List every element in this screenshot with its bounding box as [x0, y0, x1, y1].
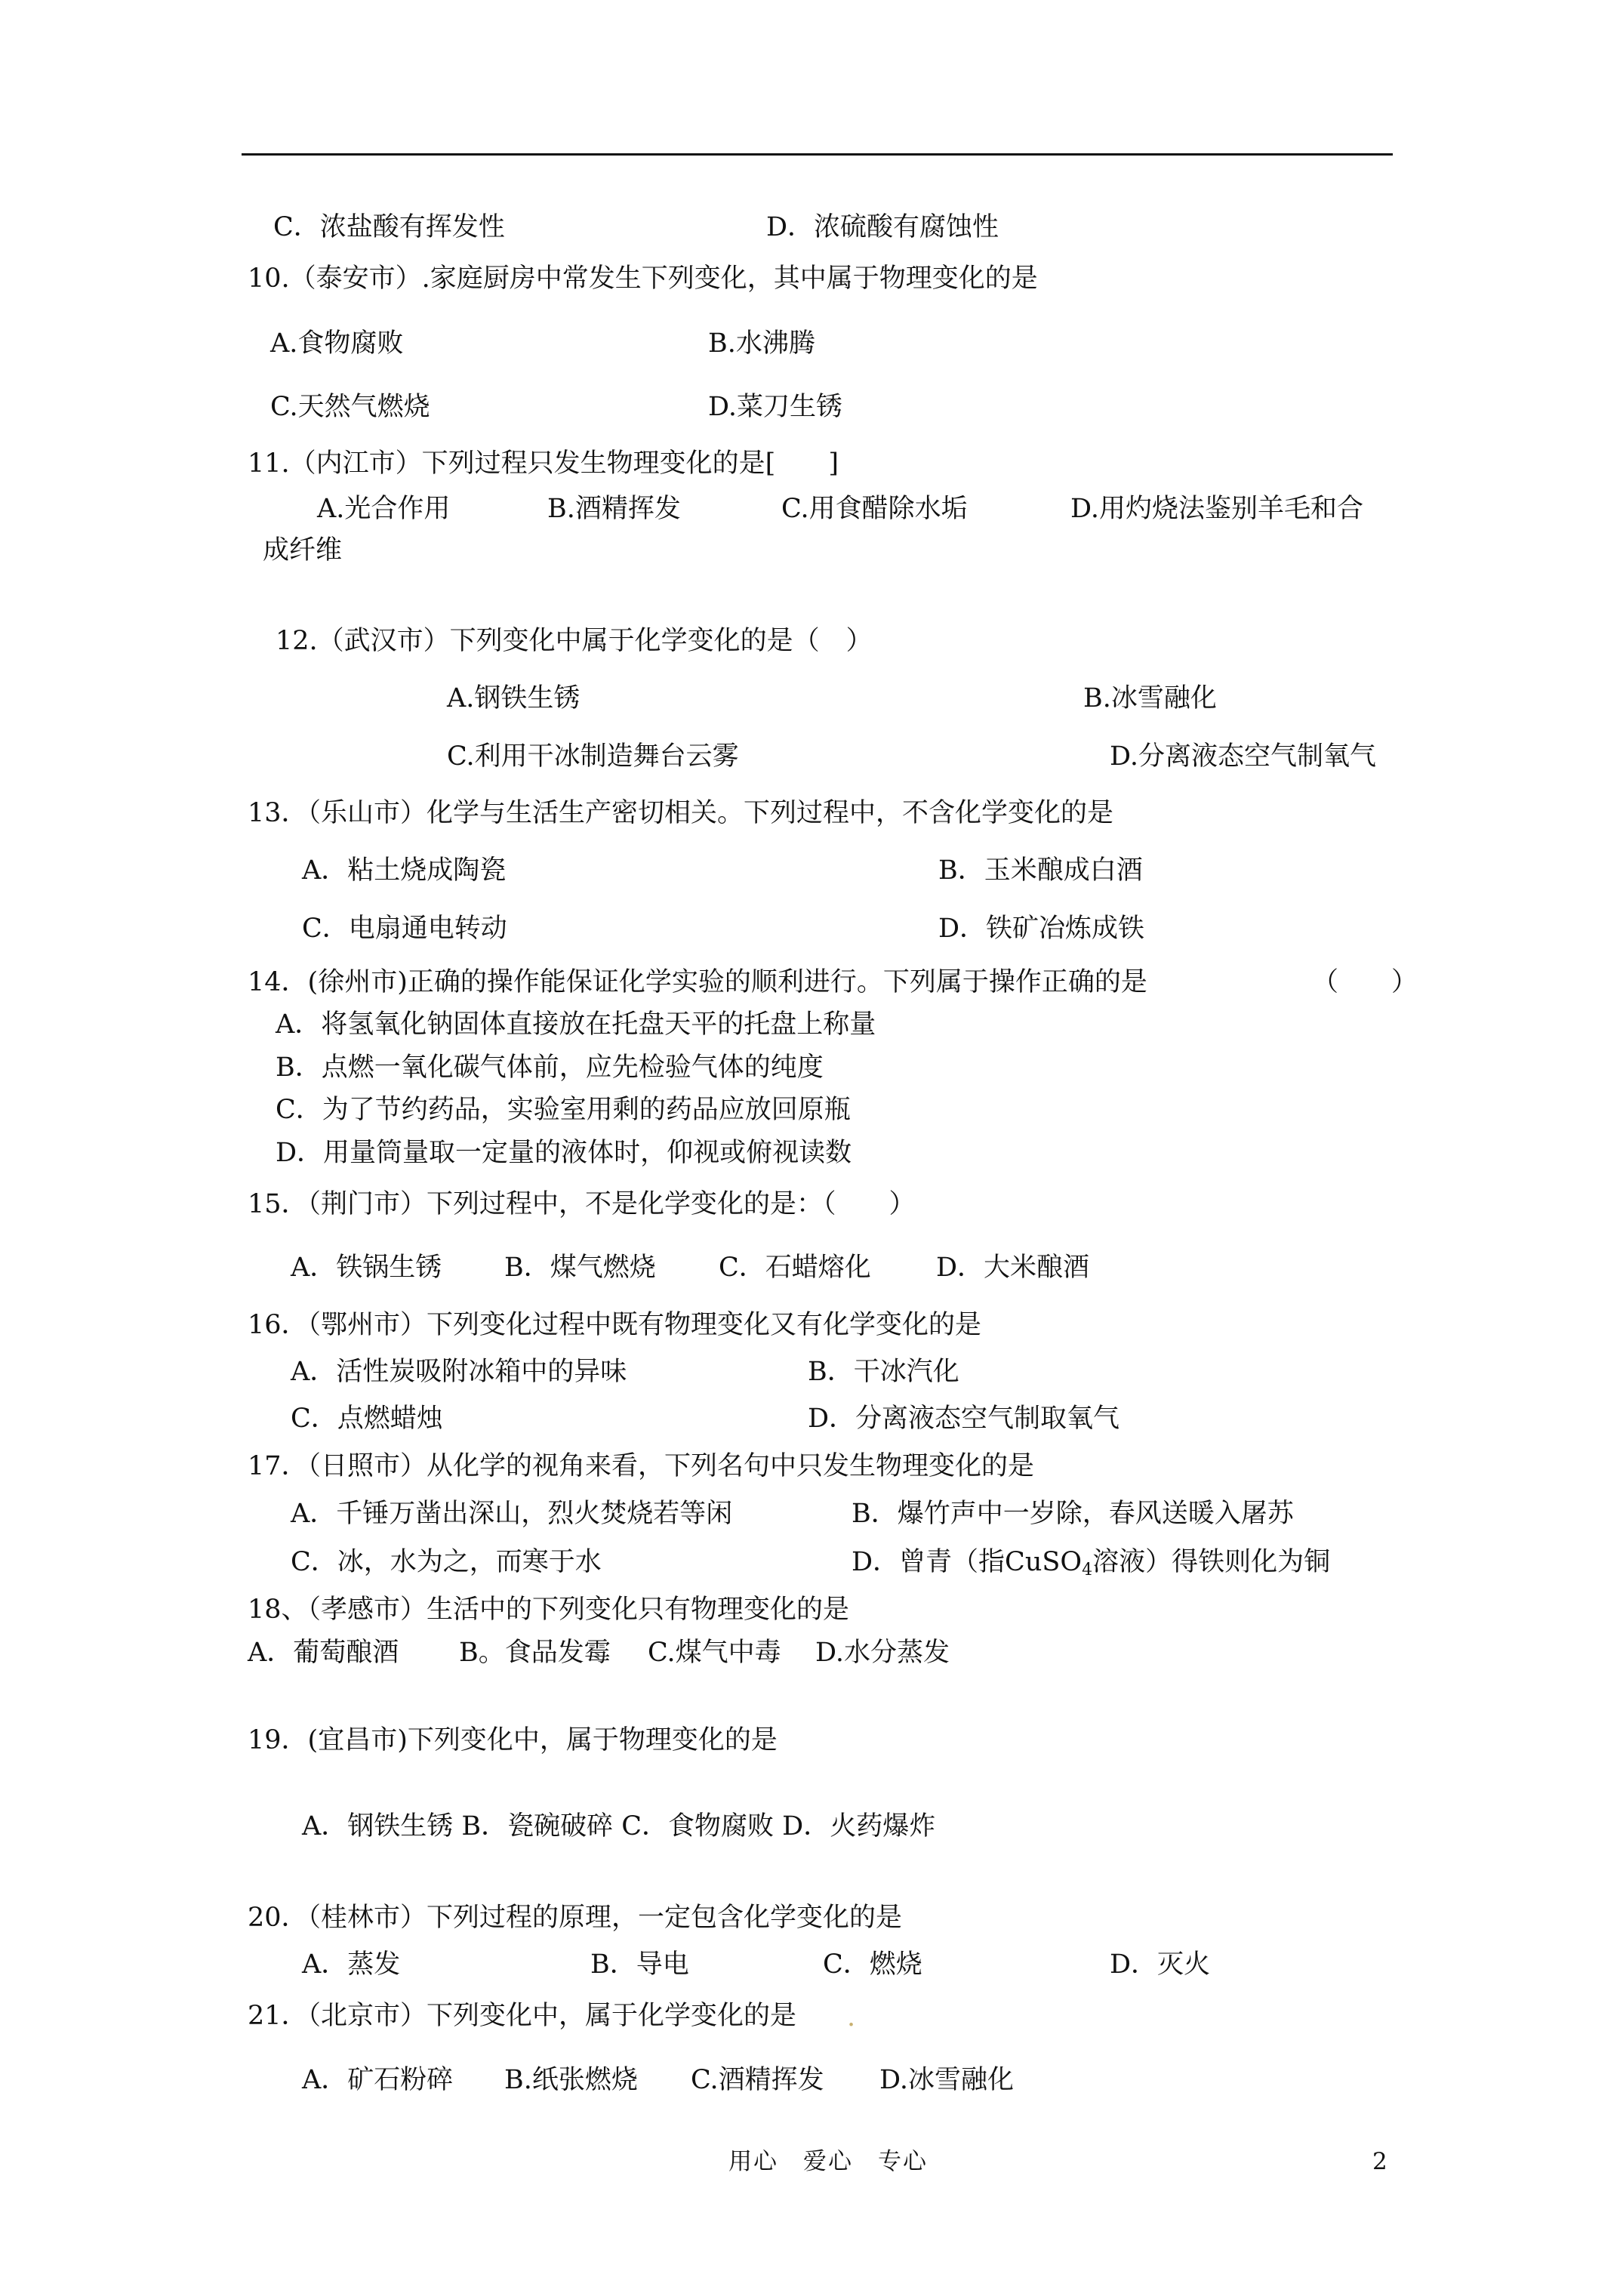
text-line: D.用灼烧法鉴别羊毛和合: [1070, 494, 1363, 524]
text-line: B.纸张燃烧: [504, 2065, 638, 2095]
q17-option-d-subscript: 4: [1082, 1561, 1093, 1579]
text-line: C.天然气燃烧: [270, 392, 430, 422]
text-line: A.光合作用: [317, 494, 451, 524]
text-line: C.煤气中毒: [648, 1638, 781, 1668]
text-line: C．为了节约药品，实验室用剩的药品应放回原瓶: [276, 1095, 851, 1125]
text-line: B．导电: [590, 1949, 689, 1980]
text-line: 16．（鄂州市）下列变化过程中既有物理变化又有化学变化的是: [248, 1310, 982, 1340]
text-line: 12.（武汉市）下列变化中属于化学变化的是（ ）: [276, 626, 873, 656]
q17-option-d-suffix: 溶液）得铁则化为铜: [1092, 1547, 1331, 1577]
text-line: （ ）: [1312, 967, 1418, 997]
text-line: C.利用干冰制造舞台云雾: [447, 741, 739, 772]
text-line: B。食品发霉: [459, 1638, 611, 1668]
text-line: D．铁矿冶炼成铁: [938, 914, 1145, 944]
text-line: D.冰雪融化: [879, 2065, 1014, 2095]
header-rule: [242, 153, 1393, 156]
text-line: D．用量筒量取一定量的液体时，仰视或俯视读数: [276, 1138, 852, 1168]
text-line: C．浓盐酸有挥发性: [273, 212, 505, 242]
text-line: A．粘土烧成陶瓷: [302, 855, 507, 886]
text-line: A．葡萄酿酒: [248, 1638, 399, 1668]
text-line: 11.（内江市）下列过程只发生物理变化的是[ ]: [248, 448, 839, 479]
text-line: 成纤维: [263, 535, 343, 566]
page-number: 2: [1372, 2148, 1389, 2175]
text-line: 19．(宜昌市)下列变化中，属于物理变化的是: [248, 1725, 778, 1755]
q17-option-d-prefix: D．曾青（指CuSO: [852, 1547, 1083, 1577]
text-line: B．煤气燃烧: [504, 1253, 656, 1283]
text-line: A．钢铁生锈 B．瓷碗破碎 C．食物腐败 D．火药爆炸: [302, 1811, 936, 1841]
text-line: A．将氢氧化钠固体直接放在托盘天平的托盘上称量: [276, 1009, 876, 1040]
footer-motto: 用心 爱心 专心: [728, 2148, 928, 2175]
text-line: B.冰雪融化: [1083, 683, 1217, 713]
q21-trailing-dot: .: [847, 2002, 856, 2032]
q17-option-d: [852, 1547, 1331, 1579]
text-line: C.酒精挥发: [691, 2065, 824, 2095]
text-line: 14．(徐州市)正确的操作能保证化学实验的顺利进行。下列属于操作正确的是: [248, 967, 1147, 997]
text-line: 15．（荆门市）下列过程中，不是化学变化的是：（ ）: [248, 1189, 916, 1219]
text-line: B．点燃一氧化碳气体前，应先检验气体的纯度: [276, 1052, 824, 1083]
text-line: B.水沸腾: [708, 328, 815, 359]
text-line: A．活性炭吸附冰箱中的异味: [291, 1357, 627, 1387]
text-line: D．灭火: [1110, 1949, 1211, 1980]
text-line: C．冰，水为之，而寒于水: [291, 1547, 602, 1577]
text-line: D．大米酿酒: [936, 1253, 1090, 1283]
text-line: 13．（乐山市）化学与生活生产密切相关。下列过程中，不含化学变化的是: [248, 798, 1114, 828]
text-line: C．电扇通电转动: [302, 914, 507, 944]
text-line: B.酒精挥发: [547, 494, 681, 524]
text-line: D．分离液态空气制取氧气: [808, 1404, 1120, 1434]
text-line: 18、（孝感市）生活中的下列变化只有物理变化的是: [248, 1595, 850, 1625]
text-line: C．燃烧: [823, 1949, 922, 1980]
text-line: C．石蜡熔化: [719, 1253, 871, 1283]
text-line: C．点燃蜡烛: [291, 1404, 443, 1434]
text-line: B．干冰汽化: [808, 1357, 959, 1387]
text-line: D.菜刀生锈: [708, 392, 842, 422]
text-line: A.钢铁生锈: [447, 683, 581, 713]
text-line: 17．（日照市）从化学的视角来看，下列名句中只发生物理变化的是: [248, 1451, 1035, 1481]
text-line: A．矿石粉碎: [302, 2065, 454, 2095]
text-line: D.水分蒸发: [815, 1638, 950, 1668]
text-line: A.食物腐败: [270, 328, 404, 359]
text-line: 20．（桂林市）下列过程的原理，一定包含化学变化的是: [248, 1903, 903, 1933]
text-line: B．爆竹声中一岁除，春风送暖入屠苏: [852, 1499, 1294, 1529]
text-line: 10.（泰安市）.家庭厨房中常发生下列变化，其中属于物理变化的是: [248, 264, 1038, 294]
text-line: A．蒸发: [302, 1949, 401, 1980]
text-line: D．浓硫酸有腐蚀性: [766, 212, 999, 242]
text-line: C.用食醋除水垢: [781, 494, 968, 524]
text-line: A．铁锅生锈: [291, 1253, 442, 1283]
text-line: 21．（北京市）下列变化中，属于化学变化的是: [248, 2001, 797, 2031]
text-line: A．千锤万凿出深山，烈火焚烧若等闲: [291, 1499, 733, 1529]
text-line: B．玉米酿成白酒: [938, 855, 1143, 886]
text-line: D.分离液态空气制氧气: [1110, 741, 1376, 772]
